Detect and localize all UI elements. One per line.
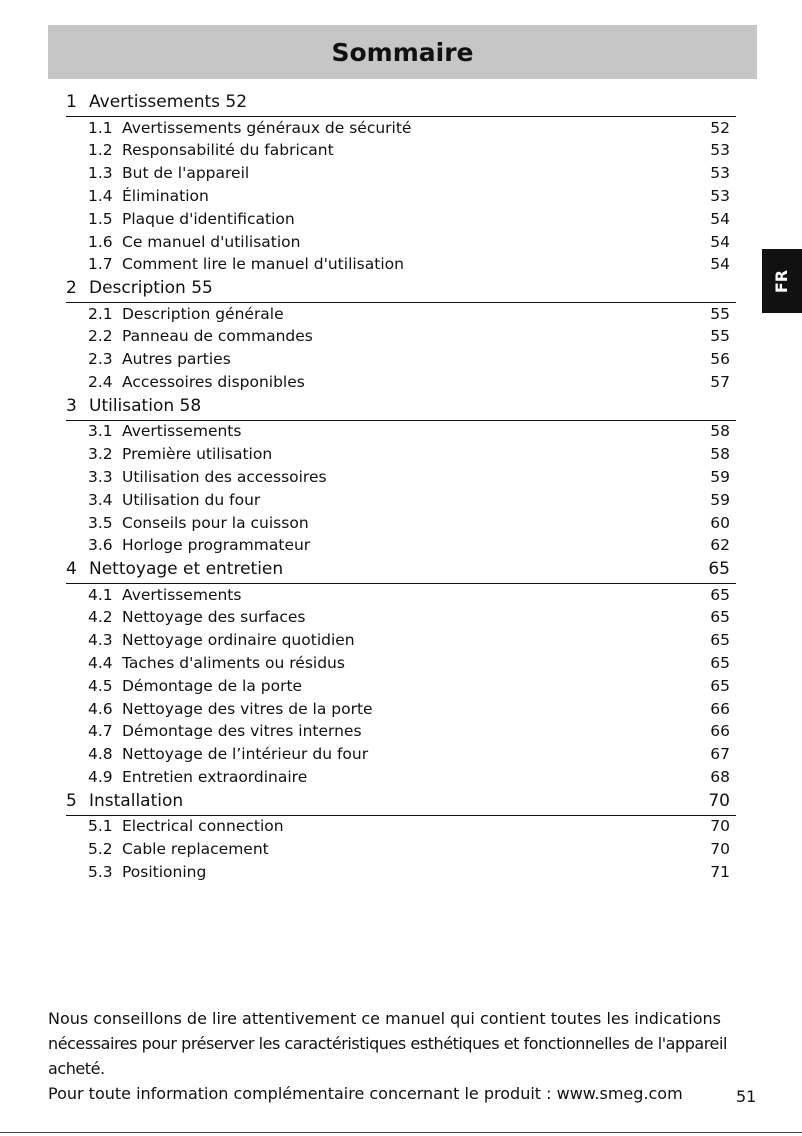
toc-item[interactable] xyxy=(88,119,730,142)
toc-item-number: 1.1 xyxy=(88,118,113,137)
toc-item-number: 1.3 xyxy=(88,164,113,183)
toc-item-page: 57 xyxy=(710,373,730,391)
toc-item-title: Ce manuel d'utilisation xyxy=(122,232,301,251)
toc-item-title: But de l'appareil xyxy=(122,164,250,183)
toc-item[interactable] xyxy=(88,491,730,514)
toc-item-title: Taches d'aliments ou résidus xyxy=(122,654,345,672)
toc-item-title: Positioning xyxy=(122,862,207,881)
toc-item-page: 60 xyxy=(710,513,730,532)
footer-line: nécessaires pour préserver les caractéristiques esthétiques et fonctionnelles de l'appareil acheté. xyxy=(48,1034,727,1078)
toc-item[interactable] xyxy=(88,817,730,840)
toc-item-number: 4.8 xyxy=(88,745,113,764)
toc-item[interactable] xyxy=(88,631,730,654)
toc-item[interactable] xyxy=(88,863,730,886)
toc-item-title: Première utilisation xyxy=(122,445,273,464)
toc-section-number: 4 xyxy=(66,559,77,580)
toc-item-number: 1.6 xyxy=(88,232,113,251)
footer-line: Pour toute information complémentaire concernant le produit : www.smeg.com xyxy=(48,1084,683,1103)
toc-item-number: 2.4 xyxy=(88,373,113,391)
toc-item-title: Entretien extraordinaire xyxy=(122,768,308,786)
language-tab-label: FR xyxy=(772,269,792,293)
toc-item[interactable] xyxy=(88,586,730,609)
toc-item-page: 59 xyxy=(710,467,730,486)
toc-item-title: Plaque d'identification xyxy=(122,209,295,228)
toc-item-number: 3.4 xyxy=(88,490,113,509)
toc-item[interactable] xyxy=(88,608,730,631)
toc-item-title: Nettoyage des vitres de la porte xyxy=(122,699,373,718)
toc-item-page: 58 xyxy=(710,422,730,441)
toc-item-number: 2.1 xyxy=(88,304,113,323)
toc-item[interactable] xyxy=(88,468,730,491)
toc-item-number: 4.9 xyxy=(88,768,113,786)
toc-section[interactable] xyxy=(66,559,736,584)
toc-item-title: Utilisation des accessoires xyxy=(122,467,327,486)
toc-item-number: 4.5 xyxy=(88,676,113,695)
toc-item[interactable] xyxy=(88,700,730,723)
toc-section[interactable] xyxy=(66,396,736,421)
toc-item-number: 1.7 xyxy=(88,255,113,274)
toc-item[interactable] xyxy=(88,187,730,210)
toc-item-page: 65 xyxy=(710,585,730,604)
toc-item-page: 66 xyxy=(710,722,730,741)
toc-item[interactable] xyxy=(88,514,730,537)
toc-item-title: Panneau de commandes xyxy=(122,327,313,346)
toc-item-page: 65 xyxy=(710,608,730,627)
toc-item-page: 55 xyxy=(710,304,730,323)
toc-item-page: 53 xyxy=(710,164,730,183)
toc-item[interactable] xyxy=(88,745,730,768)
toc-item-title: Conseils pour la cuisson xyxy=(122,513,309,532)
toc-item-number: 1.5 xyxy=(88,209,113,228)
toc-item-title: Avertissements xyxy=(122,585,242,604)
toc-item[interactable] xyxy=(88,654,730,677)
toc-item-page: 68 xyxy=(710,768,730,786)
toc-item-page: 56 xyxy=(710,350,730,369)
toc-item[interactable] xyxy=(88,255,730,278)
toc-item-number: 4.2 xyxy=(88,608,113,627)
toc-item-title: Avertissements xyxy=(122,422,242,441)
toc-item[interactable] xyxy=(88,373,730,396)
toc-item[interactable] xyxy=(88,840,730,863)
page-number: 51 xyxy=(736,1087,757,1106)
toc-item-title: Autres parties xyxy=(122,350,231,369)
toc-item-page: 58 xyxy=(710,445,730,464)
toc-item-title: Nettoyage ordinaire quotidien xyxy=(122,631,355,650)
toc-section[interactable] xyxy=(66,791,736,816)
toc-item-number: 5.3 xyxy=(88,862,113,881)
toc-section-number: 2 xyxy=(66,278,77,299)
toc-item-number: 1.2 xyxy=(88,141,113,160)
footer-note xyxy=(48,1006,768,1106)
toc-section-title: Avertissements 52 xyxy=(89,92,248,112)
toc-item-page: 54 xyxy=(710,255,730,274)
toc-item-title: Electrical connection xyxy=(122,817,284,836)
toc-item-number: 4.1 xyxy=(88,585,113,604)
toc-item-page: 70 xyxy=(710,840,730,859)
toc-item-title: Accessoires disponibles xyxy=(122,373,305,391)
toc-item-number: 1.4 xyxy=(88,186,113,205)
toc-item-number: 5.2 xyxy=(88,840,113,859)
toc-item[interactable] xyxy=(88,350,730,373)
toc-item[interactable] xyxy=(88,536,730,559)
toc-section-title: Nettoyage et entretien xyxy=(89,559,284,580)
toc-item[interactable] xyxy=(88,233,730,256)
toc-item-title: Responsabilité du fabricant xyxy=(122,141,334,160)
toc-item-page: 62 xyxy=(710,536,730,555)
toc-item-title: Cable replacement xyxy=(122,840,269,859)
toc-item-title: Description générale xyxy=(122,304,284,323)
toc-item-page: 59 xyxy=(710,490,730,509)
toc-item-page: 65 xyxy=(710,631,730,650)
toc-item[interactable] xyxy=(88,327,730,350)
toc-item-number: 3.6 xyxy=(88,536,113,555)
toc-item-page: 70 xyxy=(710,817,730,836)
toc-item-title: Utilisation du four xyxy=(122,490,261,509)
toc-item[interactable] xyxy=(88,422,730,445)
language-tab xyxy=(762,249,802,313)
toc-item-title: Horloge programmateur xyxy=(122,536,311,555)
toc-section[interactable] xyxy=(66,92,736,117)
footer-line: Nous conseillons de lire attentivement ce manuel qui contient toutes les indications xyxy=(48,1009,721,1028)
toc-item-number: 3.3 xyxy=(88,467,113,486)
toc-section-title: Utilisation 58 xyxy=(89,395,202,416)
toc-item-page: 65 xyxy=(710,676,730,695)
toc-item-number: 4.3 xyxy=(88,631,113,650)
toc-item[interactable] xyxy=(88,722,730,745)
toc-section-title: Installation xyxy=(89,790,184,811)
toc-section[interactable] xyxy=(66,278,736,303)
toc-item-page: 52 xyxy=(710,118,730,137)
toc-item-page: 54 xyxy=(710,209,730,228)
toc-item-number: 4.7 xyxy=(88,722,113,741)
toc-item-title: Nettoyage des surfaces xyxy=(122,608,306,627)
toc-item[interactable] xyxy=(88,768,730,791)
toc-item-title: Démontage de la porte xyxy=(122,676,303,695)
toc-item-page: 65 xyxy=(710,654,730,672)
toc-item-number: 3.1 xyxy=(88,422,113,441)
toc-item-page: 55 xyxy=(710,327,730,346)
toc-item-number: 4.4 xyxy=(88,654,113,672)
toc-item[interactable] xyxy=(88,164,730,187)
toc-item[interactable] xyxy=(88,677,730,700)
toc-item-title: Comment lire le manuel d'utilisation xyxy=(122,255,404,274)
toc-item[interactable] xyxy=(88,210,730,233)
toc-item-number: 4.6 xyxy=(88,699,113,718)
toc-item-page: 66 xyxy=(710,699,730,718)
toc-item-page: 67 xyxy=(710,745,730,764)
toc-item-page: 53 xyxy=(710,186,730,205)
bottom-divider xyxy=(0,1132,802,1133)
toc-item-number: 5.1 xyxy=(88,817,113,836)
toc-item[interactable] xyxy=(88,141,730,164)
toc-item-page: 54 xyxy=(710,232,730,251)
toc-item-page: 53 xyxy=(710,141,730,160)
toc-section-number: 5 xyxy=(66,790,77,811)
title-banner xyxy=(48,25,757,79)
toc-item-title: Nettoyage de l’intérieur du four xyxy=(122,745,369,764)
toc-item[interactable] xyxy=(88,445,730,468)
toc-item-title: Avertissements généraux de sécurité xyxy=(122,118,412,137)
toc-item-number: 3.2 xyxy=(88,445,113,464)
toc-item-title: Élimination xyxy=(122,186,209,205)
toc-item-page: 71 xyxy=(710,862,730,881)
toc-section-page: 65 xyxy=(708,559,730,580)
toc-item-title: Démontage des vitres internes xyxy=(122,722,362,741)
toc-item-number: 2.2 xyxy=(88,327,113,346)
toc-item[interactable] xyxy=(88,305,730,328)
toc-section-page: 70 xyxy=(708,790,730,811)
toc-section-title: Description 55 xyxy=(89,278,213,299)
toc-item-number: 3.5 xyxy=(88,513,113,532)
toc-section-number: 3 xyxy=(66,395,77,416)
toc-section-number: 1 xyxy=(66,92,77,112)
page-title: Sommaire xyxy=(331,37,474,67)
toc-item-number: 2.3 xyxy=(88,350,113,369)
